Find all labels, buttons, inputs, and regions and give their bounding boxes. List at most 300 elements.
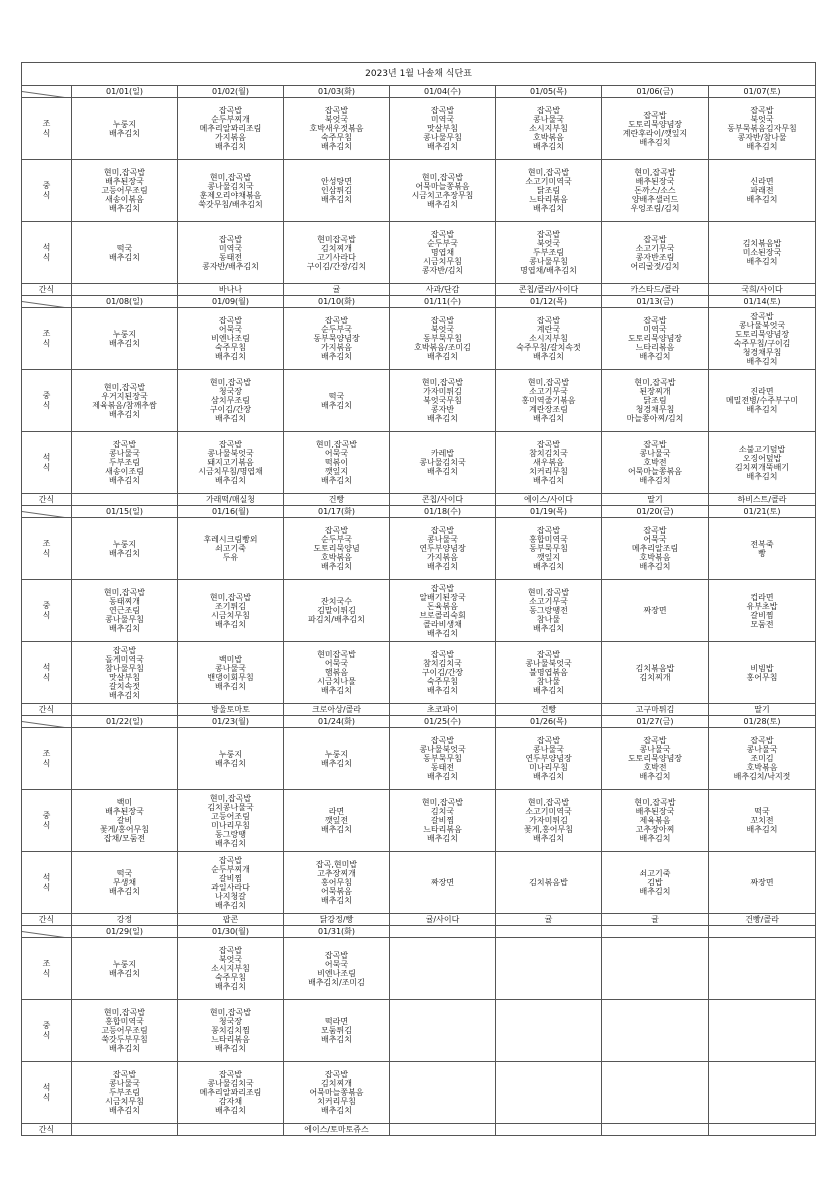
menu-cell xyxy=(602,790,709,852)
menu-item: 현미,잡곡밥 xyxy=(103,1008,146,1017)
breakfast-label xyxy=(22,938,72,1000)
snack-cell: 귤 xyxy=(496,914,602,926)
menu-item: 잡곡밥 xyxy=(324,526,349,535)
menu-item: 호박볶음/조미김 xyxy=(414,343,471,352)
week-date-row xyxy=(22,716,816,728)
menu-item: 느타리볶음 xyxy=(211,1035,250,1044)
menu-item: 어묵국 xyxy=(324,449,349,458)
menu-item: 떡국 xyxy=(116,869,133,878)
menu-item: 배추김치 xyxy=(746,142,778,151)
menu-cell xyxy=(284,642,390,704)
menu-item: 전복죽 xyxy=(750,539,774,549)
menu-cell xyxy=(496,642,602,704)
menu-item: 돼지고기볶음 xyxy=(207,458,254,467)
menu-item: 잡채/모둠전 xyxy=(103,834,146,843)
menu-item: 북엇국 xyxy=(218,955,243,964)
menu-item: 동태전 xyxy=(430,763,455,772)
menu-item: 파래전 xyxy=(750,186,774,195)
menu-item: 배추김치 xyxy=(746,257,778,266)
dinner-label xyxy=(22,432,72,494)
snack-cell: 콘칩/콜라/사이다 xyxy=(496,284,602,296)
menu-cell xyxy=(72,518,178,580)
menu-item: 배추김치 xyxy=(321,758,352,768)
menu-cell xyxy=(709,728,816,790)
menu-item: 참나물 xyxy=(536,615,561,624)
menu-cell xyxy=(709,1000,816,1062)
menu-item: 배추김치 xyxy=(746,471,778,481)
menu-cell xyxy=(709,580,816,642)
menu-item: 콩나물북엇국 xyxy=(419,745,466,754)
date-cell: 01/03(화) xyxy=(284,86,390,98)
menu-item: 북엇국무침 xyxy=(423,396,462,405)
menu-item: 현미,잡곡밥 xyxy=(209,793,252,803)
menu-cell xyxy=(390,728,496,790)
menu-item: 느타리볶음 xyxy=(423,825,462,834)
menu-item: 잡곡밥 xyxy=(750,736,774,745)
menu-item: 느타리볶음 xyxy=(529,195,568,204)
menu-item: 배추김치 xyxy=(215,414,246,423)
date-cell: 01/22(일) xyxy=(72,716,178,728)
menu-cell xyxy=(390,790,496,852)
menu-item: 청국장 xyxy=(218,1017,243,1026)
menu-cell xyxy=(602,222,709,284)
menu-item: 배추김치 xyxy=(215,352,246,361)
snack-cell xyxy=(390,1124,496,1136)
menu-item: 배추김치 xyxy=(321,1106,352,1115)
menu-item: 가자미튀김 xyxy=(423,387,462,396)
menu-item: 콩자반 xyxy=(430,405,455,414)
menu-item: 홍어무침 xyxy=(746,672,778,682)
menu-item: 갈비찜 xyxy=(430,816,455,825)
menu-item: 배추김치 xyxy=(215,758,246,768)
menu-cell xyxy=(496,308,602,370)
menu-cell xyxy=(602,160,709,222)
menu-item: 잡곡밥 xyxy=(430,230,455,239)
menu-item: 잡곡밥 xyxy=(643,234,667,244)
meal-label-char: 식 xyxy=(42,1092,51,1102)
menu-item: 김치찌개 xyxy=(321,243,352,253)
menu-item: 잡곡밥 xyxy=(430,736,455,745)
menu-item: 현미,잡곡밥 xyxy=(421,172,464,182)
menu-item: 동태전 xyxy=(218,252,243,262)
menu-item: 배추김치 xyxy=(533,562,564,571)
menu-item: 배추김치 xyxy=(215,619,246,629)
snack-row xyxy=(22,704,816,716)
menu-cell xyxy=(390,160,496,222)
lunch-row xyxy=(22,1000,816,1062)
menu-item: 신라면 xyxy=(750,177,774,186)
menu-item: 잡곡밥 xyxy=(218,855,243,865)
menu-item: 시금치무침/명엽채 xyxy=(198,467,263,476)
menu-item: 짜장면 xyxy=(750,878,774,887)
menu-item: 배추김치 xyxy=(109,1106,140,1115)
menu-item: 어묵마늘쫑볶음 xyxy=(627,467,683,476)
menu-item: 콩나물무침 xyxy=(423,133,462,142)
menu-item: 고등어무조림 xyxy=(101,186,148,195)
snack-cell: 사과/단감 xyxy=(390,284,496,296)
week-date-row xyxy=(22,926,816,938)
menu-item: 콩나물김치국 xyxy=(207,1079,254,1088)
menu-cell xyxy=(602,642,709,704)
menu-item: 김말이튀김 xyxy=(317,606,356,615)
menu-item: 배추김치 xyxy=(215,476,246,485)
menu-item: 쑥갓두부무침 xyxy=(101,1035,148,1044)
menu-item: 호박볶음 xyxy=(746,763,778,772)
menu-item: 배추김치 xyxy=(639,352,671,361)
menu-cell xyxy=(709,160,816,222)
menu-item: 배추김치 xyxy=(321,562,352,571)
menu-item: 배추김치 xyxy=(427,199,458,209)
menu-item: 북엇국 xyxy=(750,115,774,124)
menu-item: 무생채 xyxy=(112,878,137,887)
menu-cell xyxy=(709,370,816,432)
breakfast-label xyxy=(22,308,72,370)
menu-item: 어묵국 xyxy=(324,959,349,969)
menu-item: 잡곡밥 xyxy=(324,1070,349,1079)
snack-cell: 국희/사이다 xyxy=(709,284,816,296)
menu-item: 치커리무침 xyxy=(317,1097,356,1106)
menu-item: 시금치고추장무침 xyxy=(411,190,474,200)
menu-item: 배추김치 xyxy=(109,548,140,558)
menu-item: 배추김치 xyxy=(746,825,778,834)
meal-label-char: 식 xyxy=(42,548,51,558)
menu-cell xyxy=(390,642,496,704)
meal-label-char: 석 xyxy=(42,242,51,252)
meal-label-char: 식 xyxy=(42,400,51,410)
snack-label: 간식 xyxy=(22,494,72,506)
menu-item: 동그랑땡 xyxy=(215,829,246,839)
menu-cell xyxy=(709,642,816,704)
menu-item: 소시지부침 xyxy=(529,124,568,133)
menu-item: 잡곡밥 xyxy=(218,234,243,244)
menu-cell xyxy=(178,432,284,494)
menu-item: 배추김치 xyxy=(109,1044,140,1053)
date-cell: 01/05(목) xyxy=(496,86,602,98)
menu-cell xyxy=(178,580,284,642)
menu-cell xyxy=(178,728,284,790)
snack-cell: 바나나 xyxy=(178,284,284,296)
menu-item: 콩나물김치국 xyxy=(207,181,254,191)
menu-cell xyxy=(390,1000,496,1062)
menu-item: 배추된장국 xyxy=(105,807,144,816)
menu-item: 잡곡밥 xyxy=(218,946,243,955)
menu-item: 비엔나조림 xyxy=(317,968,356,978)
snack-cell: 고구마튀김 xyxy=(602,704,709,716)
meal-label-char: 식 xyxy=(42,672,51,682)
menu-cell xyxy=(72,432,178,494)
menu-item: 배추된장국 xyxy=(635,807,675,816)
menu-item: 배추김치 xyxy=(109,409,140,419)
menu-item: 불명엽볶음 xyxy=(529,668,568,677)
menu-item: 콩나물국 xyxy=(639,449,671,458)
menu-item: 명엽채/배추김치 xyxy=(520,266,577,275)
menu-item: 김밥 xyxy=(647,878,663,887)
menu-item: 시금치무침 xyxy=(105,1097,144,1106)
menu-item: 호박볶음 xyxy=(321,553,352,562)
date-cell: 01/07(토) xyxy=(709,86,816,98)
meal-label-char: 식 xyxy=(42,128,51,138)
menu-cell xyxy=(284,938,390,1000)
menu-item: 현미,잡곡밥 xyxy=(209,592,252,602)
menu-item: 배추김치 xyxy=(321,352,352,361)
menu-item: 콩나물국 xyxy=(109,1079,140,1088)
menu-item: 도토리묵양념 xyxy=(313,544,360,553)
menu-item: 배추김치 xyxy=(215,142,246,151)
menu-cell xyxy=(72,938,178,1000)
snack-cell: 건빵/콜라 xyxy=(709,914,816,926)
menu-item: 잡곡밥 xyxy=(218,106,243,115)
menu-item: 현미,잡곡밥 xyxy=(103,588,146,597)
menu-item: 북엇국 xyxy=(324,115,349,124)
menu-item: 배추김치 xyxy=(215,982,246,991)
dinner-label xyxy=(22,852,72,914)
menu-item: 갈비찜 xyxy=(750,610,774,620)
snack-row xyxy=(22,284,816,296)
menu-item: 조기튀김 xyxy=(215,601,246,611)
menu-item: 숙주무침 xyxy=(427,677,458,686)
menu-item: 북엇국 xyxy=(430,325,455,334)
week-date-row xyxy=(22,86,816,98)
meal-label-char: 중 xyxy=(42,1020,51,1030)
date-cell: 01/20(금) xyxy=(602,506,709,518)
lunch-row xyxy=(22,160,816,222)
menu-item: 도토리묵양념장 xyxy=(734,329,790,339)
date-cell: 01/17(화) xyxy=(284,506,390,518)
menu-item: 숙주무침 xyxy=(321,133,352,142)
menu-cell xyxy=(602,1000,709,1062)
menu-item: 콩나물국 xyxy=(427,535,458,544)
menu-item: 배추김치 xyxy=(533,476,564,485)
meal-label-char: 중 xyxy=(42,600,51,610)
menu-item: 현미,잡곡밥 xyxy=(315,440,358,449)
date-cell: 01/04(수) xyxy=(390,86,496,98)
menu-item: 누룽지 xyxy=(112,119,137,129)
menu-item: 꼬치전 xyxy=(750,816,774,825)
menu-item: 호박볶음 xyxy=(533,133,564,142)
snack-cell: 귤/사이다 xyxy=(390,914,496,926)
snack-cell xyxy=(72,494,178,506)
menu-item: 미나리무침 xyxy=(529,763,568,772)
menu-cell xyxy=(496,1000,602,1062)
menu-item: 콩나물북엇국 xyxy=(207,449,254,458)
menu-item: 배추김치 xyxy=(639,887,671,896)
menu-cell xyxy=(496,518,602,580)
menu-item: 배추김치 xyxy=(215,900,246,910)
menu-cell xyxy=(284,790,390,852)
menu-item: 도토리묵양념장 xyxy=(627,754,683,763)
menu-item: 잡곡밥 xyxy=(536,106,561,115)
menu-cell xyxy=(602,852,709,914)
snack-cell: 강정 xyxy=(72,914,178,926)
date-cell: 01/12(목) xyxy=(496,296,602,308)
menu-item: 미역국 xyxy=(218,243,243,253)
menu-item: 소고기미역국 xyxy=(525,807,572,816)
menu-cell xyxy=(284,222,390,284)
meal-label-char: 석 xyxy=(42,1082,51,1092)
menu-cell xyxy=(178,790,284,852)
menu-cell xyxy=(178,222,284,284)
menu-item: 숙주무침/갈치속젓 xyxy=(516,343,581,352)
menu-item: 모둠전 xyxy=(750,619,774,629)
menu-item: 우거지된장국 xyxy=(101,391,148,401)
menu-item: 잡곡밥 xyxy=(324,950,349,960)
snack-label: 간식 xyxy=(22,284,72,296)
menu-item: 계란장조림 xyxy=(529,405,568,414)
menu-item: 김치찌개뚝배기 xyxy=(734,462,790,472)
menu-item: 느타리볶음 xyxy=(635,343,675,352)
menu-item: 김치볶음밥 xyxy=(529,878,568,887)
menu-item: 참치김치국 xyxy=(423,659,462,668)
menu-item: 현미,잡곡밥 xyxy=(209,172,252,182)
menu-item: 콩자반/배추김치 xyxy=(202,261,259,271)
menu-item: 후레시크림빵외 xyxy=(203,535,258,544)
menu-item: 가지볶음 xyxy=(427,553,458,562)
menu-item: 마늘쫑아찌/김치 xyxy=(626,414,684,423)
menu-item: 김치찌개 xyxy=(639,672,671,682)
menu-item: 소고기무국 xyxy=(529,387,568,396)
menu-item: 어리굴젓/김치 xyxy=(630,261,680,271)
menu-item: 순두부찌개 xyxy=(211,864,250,874)
menu-item: 알배기된장국 xyxy=(419,592,466,602)
menu-item: 잡곡밥 xyxy=(750,106,774,115)
breakfast-row xyxy=(22,308,816,370)
menu-cell xyxy=(496,370,602,432)
menu-cell xyxy=(602,518,709,580)
menu-item: 짜장면 xyxy=(430,878,455,887)
menu-item: 오징어덮밥 xyxy=(742,453,782,463)
menu-item: 유부초밥 xyxy=(746,601,778,611)
menu-item: 콩나물국 xyxy=(533,115,564,124)
menu-item: 배추김치 xyxy=(533,204,564,213)
meal-label-char: 석 xyxy=(42,452,51,462)
menu-item: 메추리알꽈리조림 xyxy=(199,124,262,133)
date-cell: 01/18(수) xyxy=(390,506,496,518)
menu-item: 라면 xyxy=(328,807,345,816)
menu-cell xyxy=(496,98,602,160)
menu-item: 명엽채 xyxy=(430,248,455,257)
menu-cell xyxy=(496,222,602,284)
date-cell xyxy=(709,926,816,938)
menu-item: 청경채무침 xyxy=(635,405,675,414)
menu-item: 잡곡밥 xyxy=(536,650,561,659)
menu-item: 감자채 xyxy=(218,1097,243,1106)
date-cell: 01/31(화) xyxy=(284,926,390,938)
menu-item: 배추김치 xyxy=(533,414,564,423)
menu-item: 배추김치 xyxy=(533,834,564,843)
menu-item: 잡곡밥 xyxy=(324,106,349,115)
menu-item: 잡곡밥 xyxy=(536,316,561,325)
menu-cell xyxy=(496,938,602,1000)
menu-cell xyxy=(284,728,390,790)
meal-label-char: 석 xyxy=(42,662,51,672)
breakfast-row xyxy=(22,728,816,790)
menu-item: 미역국 xyxy=(430,115,455,124)
menu-item: 잡곡밥 xyxy=(750,311,774,321)
menu-item: 떡국 xyxy=(754,807,770,816)
menu-item: 파김치/배추김치 xyxy=(308,615,365,624)
menu-item: 컵라면 xyxy=(750,592,774,602)
menu-cell xyxy=(390,222,496,284)
dinner-row xyxy=(22,642,816,704)
menu-item: 배추김치 xyxy=(427,834,458,843)
menu-item: 우엉조림/김치 xyxy=(630,204,680,213)
menu-item: 햄볶음 xyxy=(324,668,349,677)
lunch-row xyxy=(22,790,816,852)
menu-item: 홍어무침 xyxy=(321,878,352,887)
menu-item: 계란후라이/깻잎지 xyxy=(622,128,688,138)
menu-item: 두부조림 xyxy=(109,458,140,467)
snack-cell xyxy=(496,1124,602,1136)
snack-cell: 카스타드/콜라 xyxy=(602,284,709,296)
menu-item: 비엔나조림 xyxy=(211,334,250,343)
menu-item: 북엇국 xyxy=(536,239,561,248)
menu-item: 맛살부침 xyxy=(427,124,458,133)
meal-label-char: 식 xyxy=(42,820,51,830)
menu-cell xyxy=(390,852,496,914)
menu-item: 닭조림 xyxy=(643,396,667,405)
menu-item: 소시지부침 xyxy=(211,964,250,973)
menu-item: 호박볶음 xyxy=(639,553,671,562)
menu-item: 안성탕면 xyxy=(321,177,352,186)
menu-item: 떡라면 xyxy=(324,1017,349,1026)
menu-cell xyxy=(390,98,496,160)
menu-cell xyxy=(709,98,816,160)
menu-cell xyxy=(602,1062,709,1124)
menu-item: 배추김치 xyxy=(427,562,458,571)
menu-item: 배추김치 xyxy=(109,690,140,700)
menu-item: 배추된장국 xyxy=(635,177,675,186)
date-cell xyxy=(602,926,709,938)
breakfast-row xyxy=(22,518,816,580)
date-cell: 01/01(일) xyxy=(72,86,178,98)
week-date-row xyxy=(22,506,816,518)
menu-item: 잡곡밥 xyxy=(430,650,455,659)
menu-item: 계란국 xyxy=(536,325,561,334)
menu-item: 콩나물김치국 xyxy=(419,458,466,467)
menu-item: 청경채무침 xyxy=(742,347,782,357)
menu-cell xyxy=(602,938,709,1000)
snack-row xyxy=(22,494,816,506)
menu-cell xyxy=(496,790,602,852)
menu-item: 돈까스/소스 xyxy=(634,186,676,195)
menu-item: 현미,잡곡밥 xyxy=(527,378,570,387)
menu-item: 시금치무침 xyxy=(211,610,250,620)
menu-item: 김치볶음밥 xyxy=(742,239,782,248)
menu-item: 양배추샐러드 xyxy=(631,195,679,204)
menu-item: 호박전 xyxy=(643,763,667,772)
snack-cell: 방울토마토 xyxy=(178,704,284,716)
snack-cell: 크로아상/콜라 xyxy=(284,704,390,716)
menu-item: 동그랑땡전 xyxy=(529,606,568,615)
menu-item: 잡곡밥 xyxy=(643,736,667,745)
menu-item: 현미,잡곡밥 xyxy=(634,378,676,387)
menu-cell xyxy=(72,98,178,160)
menu-item: 현미,잡곡밥 xyxy=(103,168,146,177)
menu-cell xyxy=(602,580,709,642)
menu-item: 동부묵양념장 xyxy=(313,334,360,343)
menu-item: 배추김치 xyxy=(109,338,140,348)
snack-cell: 하비스트/콜라 xyxy=(709,494,816,506)
menu-item: 배추김치/낙지젓 xyxy=(733,772,791,781)
snack-cell: 건빵 xyxy=(284,494,390,506)
menu-item: 어묵마늘쫑볶음 xyxy=(309,1088,364,1097)
date-cell: 01/11(수) xyxy=(390,296,496,308)
menu-item: 김치볶음밥 xyxy=(635,663,675,673)
date-cell: 01/09(월) xyxy=(178,296,284,308)
menu-item: 쇠고기죽 xyxy=(639,869,671,878)
menu-item: 두유 xyxy=(222,553,239,562)
menu-cell xyxy=(390,1062,496,1124)
